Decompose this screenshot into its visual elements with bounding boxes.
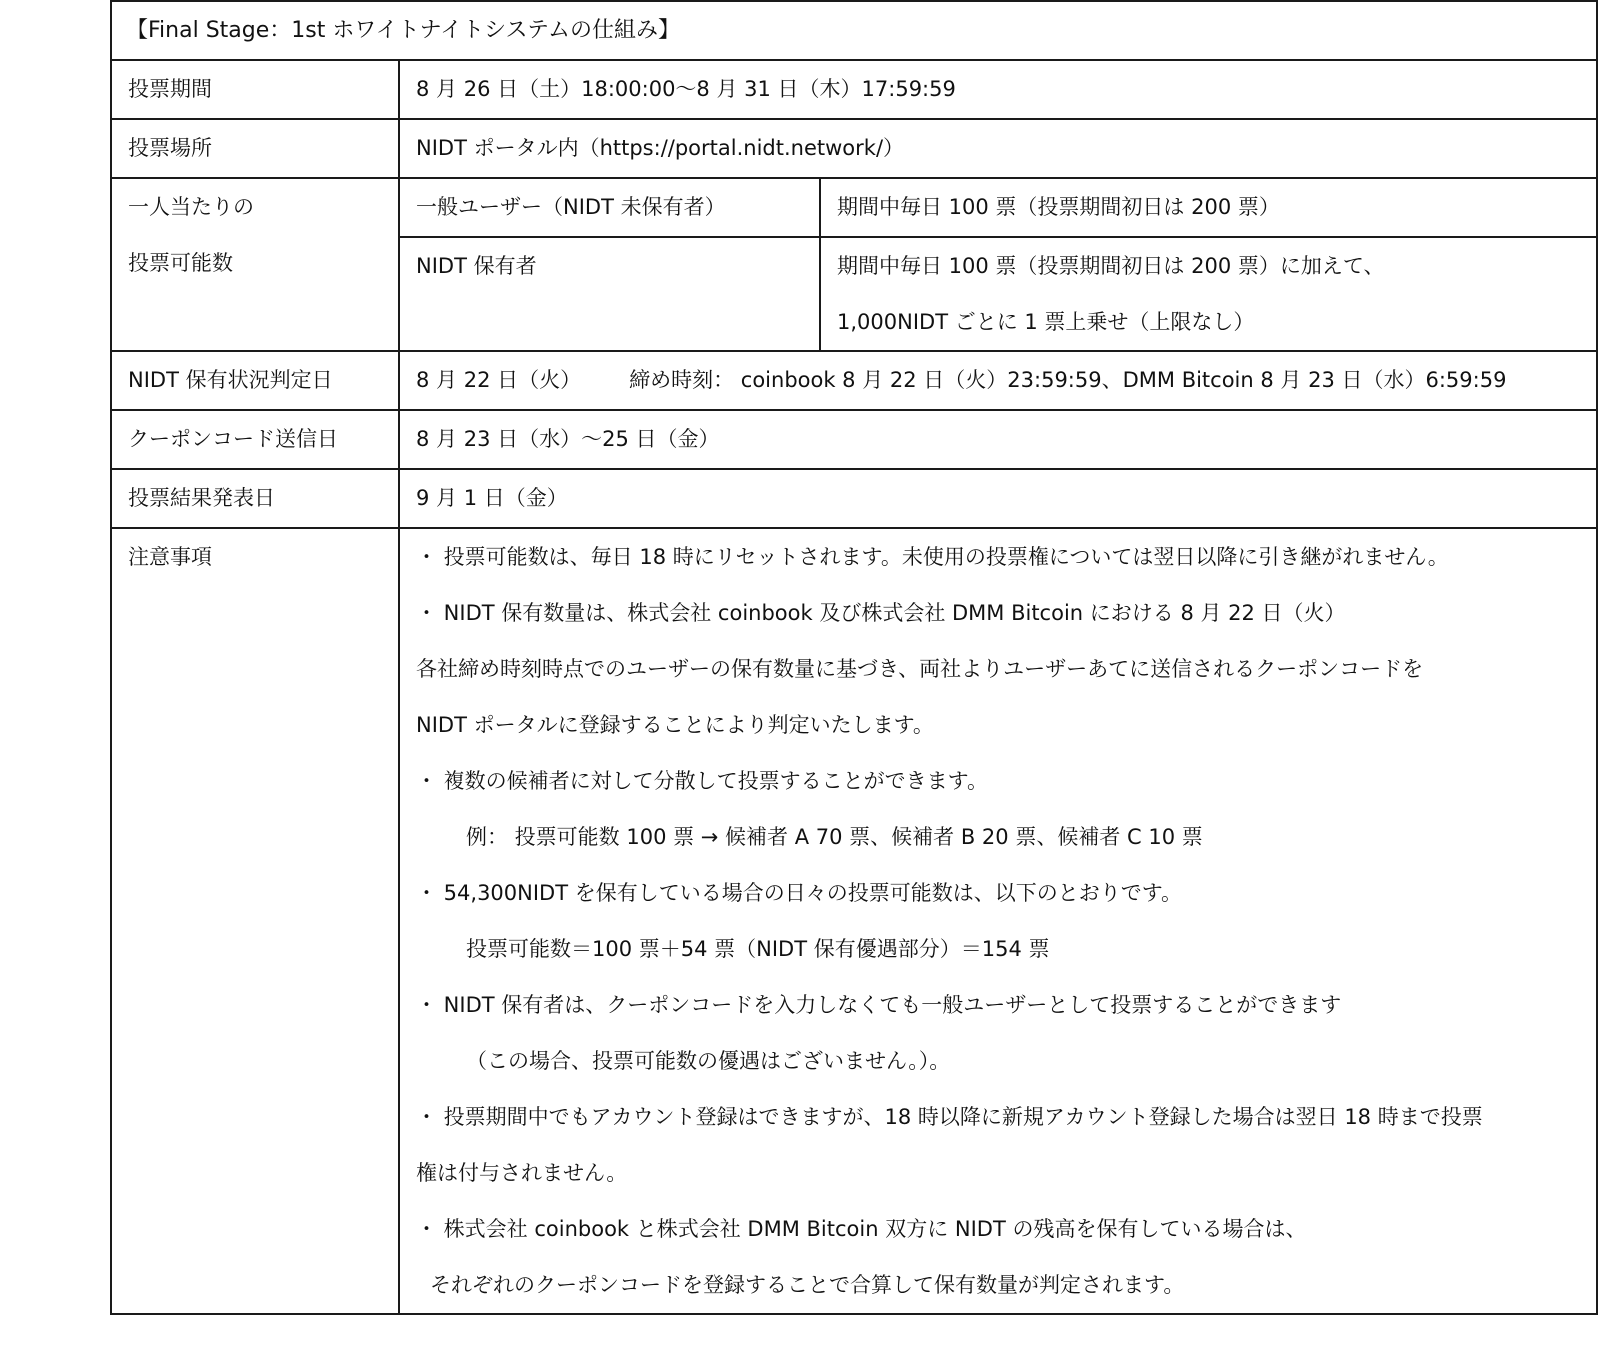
period-row: [111, 60, 1597, 119]
votes-general-row: [111, 178, 1597, 237]
notes-line: 例： 投票可能数 100 票 → 候補者 A 70 票、候補者 B 20 票、候補者 C 10 票: [466, 825, 1203, 849]
notes-line: それぞれのクーポンコードを登録することで合算して保有数量が判定されます。: [430, 1273, 1185, 1297]
coupon-value: 8 月 23 日（水）～25 日（金）: [399, 410, 1597, 469]
votes-holder-value-line1: 期間中毎日 100 票（投票期間初日は 200 票）に加えて、: [837, 254, 1385, 278]
info-table: [110, 0, 1598, 1315]
notes-line: ・ 株式会社 coinbook と株式会社 DMM Bitcoin 双方に NIDT の残高を保有している場合は、: [416, 1217, 1307, 1241]
votes-general-type: 一般ユーザー（NIDT 未保有者）: [399, 178, 820, 237]
votes-label: [111, 178, 399, 351]
notes-line: ・ 複数の候補者に対して分散して投票することができます。: [416, 769, 988, 793]
votes-general-value: 期間中毎日 100 票（投票期間初日は 200 票）: [820, 178, 1597, 237]
votes-label-line1: 一人当たりの: [128, 195, 254, 219]
table-title: 【Final Stage：1st ホワイトナイトシステムの仕組み】: [111, 1, 1597, 60]
result-row: [111, 469, 1597, 528]
notes-line: NIDT ポータルに登録することにより判定いたします。: [416, 713, 934, 737]
notes-line: ・ 投票可能数は、毎日 18 時にリセットされます。未使用の投票権については翌日以降に引き継がれません。: [416, 545, 1449, 569]
judgement-deadline: 締め時刻： coinbook 8 月 22 日（火）23:59:59、DMM Bitcoin 8 月 23 日（水）6:59:59: [629, 368, 1507, 392]
title-row: [111, 1, 1597, 60]
coupon-row: [111, 410, 1597, 469]
votes-label-line2: 投票可能数: [128, 251, 233, 275]
notes-line: 各社締め時刻時点でのユーザーの保有数量に基づき、両社よりユーザーあてに送信されるクーポンコードを: [416, 657, 1424, 681]
coupon-label: クーポンコード送信日: [111, 410, 399, 469]
place-row: [111, 119, 1597, 178]
period-value: 8 月 26 日（土）18:00:00～8 月 31 日（木）17:59:59: [399, 60, 1597, 119]
notes-body: [399, 528, 1597, 1314]
notes-label: 注意事項: [111, 528, 399, 1314]
judgement-value: [399, 351, 1597, 410]
notes-line: ・ NIDT 保有者は、クーポンコードを入力しなくても一般ユーザーとして投票することができます: [416, 993, 1342, 1017]
notes-line: 投票可能数＝100 票＋54 票（NIDT 保有優遇部分）＝154 票: [466, 937, 1050, 961]
judgement-label: NIDT 保有状況判定日: [111, 351, 399, 410]
judgement-row: [111, 351, 1597, 410]
notes-row: [111, 528, 1597, 1314]
result-value: 9 月 1 日（金）: [399, 469, 1597, 528]
result-label: 投票結果発表日: [111, 469, 399, 528]
place-label: 投票場所: [111, 119, 399, 178]
notes-line: ・ 54,300NIDT を保有している場合の日々の投票可能数は、以下のとおりです。: [416, 881, 1183, 905]
votes-holder-value-line2: 1,000NIDT ごとに 1 票上乗せ（上限なし）: [837, 310, 1255, 334]
votes-holder-value: [820, 237, 1597, 351]
notes-line: （この場合、投票可能数の優遇はございません。）。: [466, 1049, 951, 1073]
notes-line: ・ 投票期間中でもアカウント登録はできますが、18 時以降に新規アカウント登録した場合は翌日 18 時まで投票: [416, 1105, 1483, 1129]
period-label: 投票期間: [111, 60, 399, 119]
judgement-date: 8 月 22 日（火）: [416, 368, 582, 392]
notes-line: ・ NIDT 保有数量は、株式会社 coinbook 及び株式会社 DMM Bitcoin における 8 月 22 日（火）: [416, 601, 1346, 625]
votes-holder-type: NIDT 保有者: [399, 237, 820, 351]
place-value: NIDT ポータル内（https://portal.nidt.network/）: [399, 119, 1597, 178]
notes-line: 権は付与されません。: [416, 1161, 628, 1185]
